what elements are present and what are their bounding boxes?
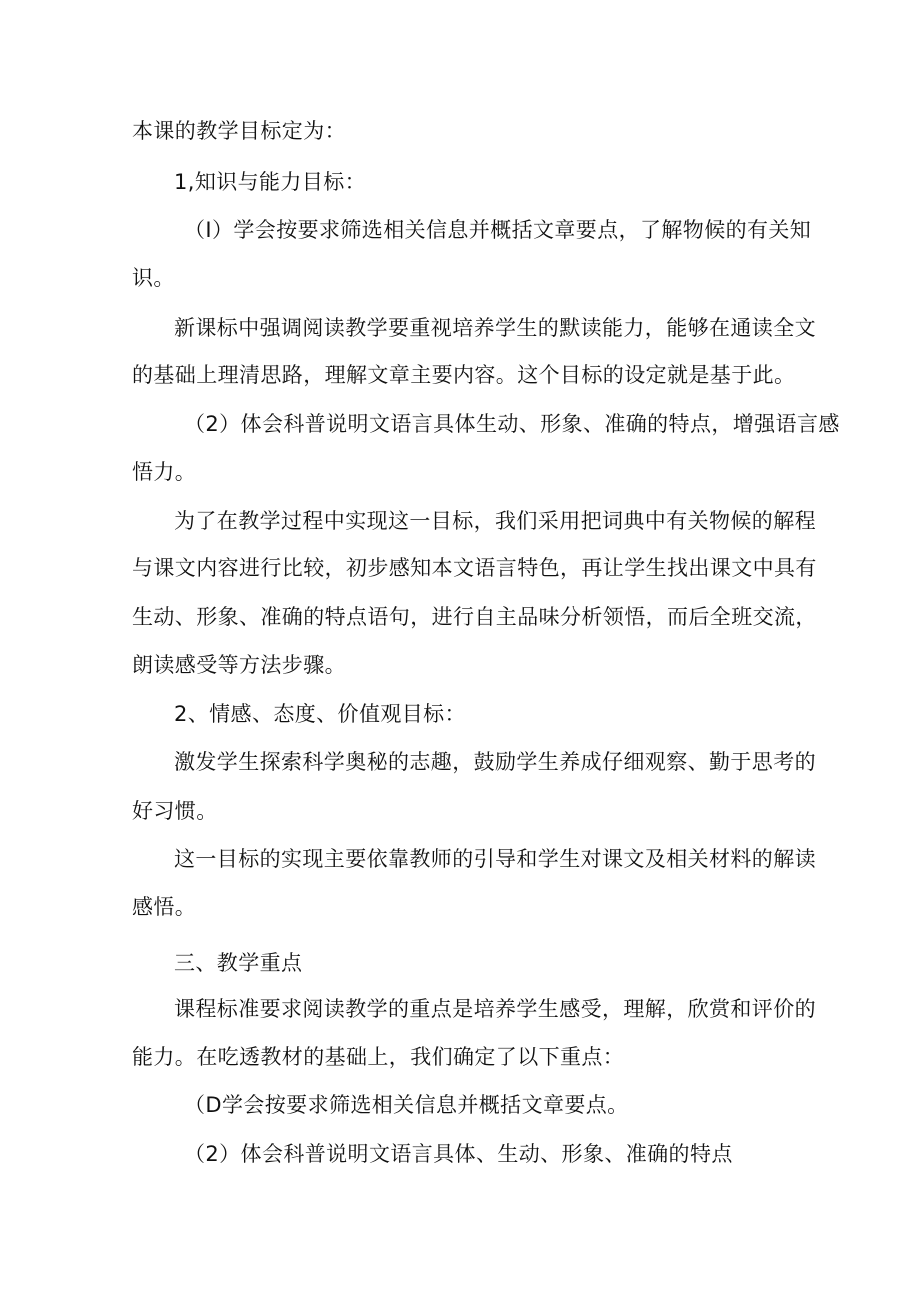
goal-1-item-2-line-1: （2）体会科普说明文语言具体生动、形象、准确的特点，增强语言感	[184, 412, 840, 436]
goal-1-item-2-line-2: 悟力。	[132, 460, 197, 484]
paragraph-3-line-1: 这一目标的实现主要依靠教师的引导和学生对课文及相关材料的解读	[174, 847, 816, 871]
key-point-2: （2）体会科普说明文语言具体、生动、形象、准确的特点	[184, 1142, 733, 1166]
paragraph-4-line-2: 能力。在吃透教材的基础上，我们确定了以下重点：	[132, 1045, 625, 1069]
paragraph-4-line-1: 课程标准要求阅读教学的重点是培养学生感受，理解，欣赏和评价的	[174, 997, 816, 1021]
goal-2-text-line-1: 激发学生探索科学奥秘的志趣，鼓励学生养成仔细观察、勤于思考的	[174, 750, 816, 774]
goal-1-heading: 1,知识与能力目标：	[174, 170, 367, 194]
paragraph-2-line-4: 朗读感受等方法步骤。	[132, 653, 346, 677]
paragraph-2-line-1: 为了在教学过程中实现这一目标，我们采用把词典中有关物候的解程	[174, 509, 816, 533]
section-heading-key-points: 三、教学重点	[174, 951, 303, 975]
goal-1-item-1-line-1: （I）学会按要求筛选相关信息并概括文章要点，了解物候的有关知	[184, 218, 812, 242]
goal-1-item-1-line-2: 识。	[132, 266, 175, 290]
paragraph-1-line-2: 的基础上理清思路，理解文章主要内容。这个目标的设定就是基于此。	[132, 363, 796, 387]
paragraph-1-line-1: 新课标中强调阅读教学要重视培养学生的默读能力，能够在通读全文	[174, 316, 816, 340]
paragraph-3-line-2: 感悟。	[132, 895, 197, 919]
goal-2-text-line-2: 好习惯。	[132, 799, 218, 823]
paragraph-2-line-3: 生动、形象、准确的特点语句，进行自主品味分析领悟，而后全班交流，	[132, 605, 817, 629]
paragraph-2-line-2: 与课文内容进行比较，初步感知本文语言特色，再让学生找出课文中具有	[132, 556, 817, 580]
key-point-1: （D学会按要求筛选相关信息并概括文章要点。	[184, 1093, 629, 1117]
goal-2-heading: 2、情感、态度、价值观目标：	[174, 702, 466, 726]
intro-line: 本课的教学目标定为：	[132, 119, 346, 143]
